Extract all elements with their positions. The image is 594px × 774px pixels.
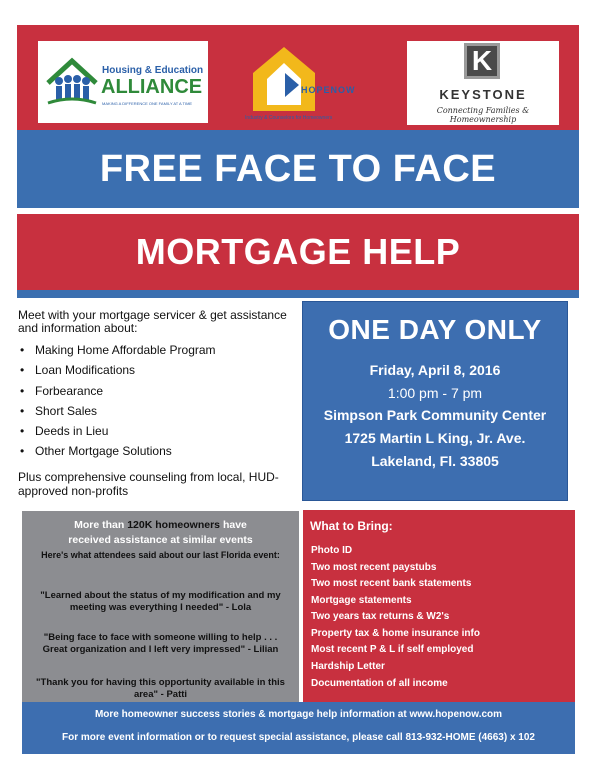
event-date: Friday, April 8, 2016 [369,362,501,378]
quote-line: Great organization and I left very impressed" - Lilian [42,644,279,655]
event-address: 1725 Martin L King, Jr. Ave. [344,430,526,446]
list-item: Property tax & home insurance info [311,628,480,639]
quote-line: "Learned about the status of my modification and my [40,590,281,601]
headline-line1: FREE FACE TO FACE [17,130,579,208]
footer-line1: More homeowner success stories & mortgage help information at www.hopenow.com [94,709,503,720]
divider [17,290,579,298]
event-time: 1:00 pm - 7 pm [387,385,483,401]
hea-line1: Housing & Education [102,65,204,76]
stat-highlight: homeowners [155,519,221,531]
footer [22,702,575,754]
stat-line1: More than 120K homeowners have [74,519,247,531]
quote-line: "Being face to face with someone willing to help . . . [43,632,278,643]
hea-line2: ALLIANCE [101,76,203,98]
hopenow-name: HOPENOW [301,85,356,95]
list-item: • Making Home Affordable Program [18,343,216,363]
event-banner: ONE DAY ONLY [328,314,542,345]
list-item: Two most recent paystubs [311,562,437,573]
footer-line2: For more event information or to request special assistance, please call 813-932-HOME (4663) x 102 [62,732,535,743]
what-to-bring-box [303,510,575,705]
hopenow-logo [235,41,383,125]
event-details [302,301,568,501]
list-item: Two years tax returns & W2's [311,611,450,622]
topics-list [18,343,216,465]
family-house-icon [44,55,100,111]
counseling-note: Plus comprehensive counseling from local, HUD-approved non-profits [18,470,279,498]
house-icon [245,43,323,115]
list-item: Two most recent bank statements [311,578,472,589]
keystone-tagline: Connecting Families & Homeownership [436,106,530,124]
stat-number: 120K [127,519,153,531]
list-item: • Forbearance [18,384,216,404]
list-item: Most recent P & L if self employed [311,644,474,655]
hea-tagline: MAKING A DIFFERENCE ONE FAMILY AT A TIME [102,101,193,106]
quote-line: "Thank you for having this opportunity available in this [36,677,285,688]
list-item: • Loan Modifications [18,363,216,383]
testimonials-intro: Here's what attendees said about our last Florida event: [41,550,280,560]
quote-line: meeting was everything I needed" - Lola [69,602,252,613]
logo-band [17,25,579,130]
intro-text: Meet with your mortgage servicer & get assistance and information about: [18,308,287,335]
headline-line2: MORTGAGE HELP [17,214,579,290]
list-item: • Deeds in Lieu [18,424,216,444]
list-item: • Short Sales [18,404,216,424]
keystone-mark: K [464,43,500,79]
housing-education-alliance-logo [38,41,208,123]
testimonials-box [22,511,299,705]
keystone-logo [407,41,559,125]
keystone-name: KEYSTONE [439,87,527,102]
list-item: Hardship Letter [311,661,385,672]
list-item: Mortgage statements [311,595,412,606]
quote-line: area" - Patti [133,689,188,700]
list-item: Documentation of all income [311,678,448,689]
list-item: Photo ID [311,545,353,556]
event-city: Lakeland, Fl. 33805 [371,453,499,469]
what-to-bring-title: What to Bring: [310,519,393,533]
list-item: • Other Mortgage Solutions [18,444,216,464]
stat-line2: received assistance at similar events [68,534,253,546]
hopenow-tagline: Industry & Counselors for Homeowners [245,115,333,121]
event-venue: Simpson Park Community Center [323,407,547,423]
